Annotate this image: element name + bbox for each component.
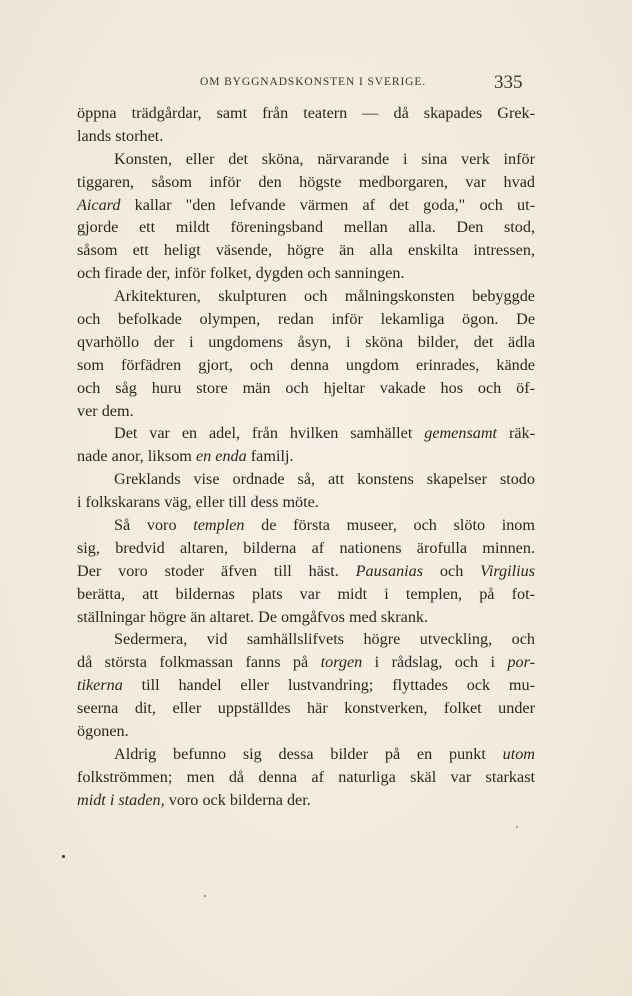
text-line: [77, 400, 535, 423]
text-line: [77, 102, 535, 125]
italic-text-segment: Virgilius: [480, 561, 536, 580]
text-segment: seerna dit, eller uppställdes här konstverken, folket under: [77, 699, 535, 718]
italic-text-segment: Aicard: [77, 195, 121, 214]
text-line: [77, 285, 535, 308]
text-line: [77, 239, 535, 262]
text-segment: Aldrig befunno sig dessa bilder på en punkt: [114, 744, 503, 763]
text-segment: till handel eller lustvandring; flyttades ock mu-: [122, 676, 535, 695]
text-line: [77, 697, 535, 720]
text-segment: i folkskarans väg, eller till dess möte.: [77, 493, 319, 512]
text-segment: Konsten, eller det sköna, närvarande i sina verk inför: [114, 149, 535, 168]
text-segment: gjorde ett mildt föreningsband mellan alla. Den stod,: [77, 218, 535, 237]
text-segment: sig, bredvid altaren, bilderna af nationens ärofulla minnen.: [77, 538, 535, 557]
text-line: [77, 674, 535, 697]
text-line: [77, 445, 535, 468]
text-segment: Der voro stoder äfven till häst.: [77, 561, 356, 580]
text-segment: familj.: [246, 447, 294, 466]
text-line: [77, 262, 535, 285]
text-segment: ställningar högre än altaret. De omgåfvos med skrank.: [77, 607, 429, 626]
text-line: [77, 743, 535, 766]
text-line: [77, 468, 535, 491]
text-line: [77, 628, 535, 651]
italic-text-segment: templen: [193, 516, 245, 535]
text-segment: och firade der, inför folket, dygden och sanningen.: [77, 264, 405, 283]
text-segment: lands storhet.: [77, 126, 164, 145]
text-segment: såsom ett heligt väsende, högre än alla enskilta intressen,: [77, 241, 535, 260]
text-line: [77, 606, 535, 629]
paper-speck: [204, 895, 206, 897]
italic-text-segment: tikerna: [77, 676, 123, 695]
italic-text-segment: utom: [502, 744, 535, 763]
italic-text-segment: en enda: [195, 447, 247, 466]
text-line: [77, 560, 535, 583]
italic-text-segment: Pausanias: [355, 561, 424, 580]
text-segment: ögonen.: [77, 722, 129, 741]
text-line: [77, 583, 535, 606]
italic-text-segment: torgen: [320, 653, 363, 672]
text-segment: de första museer, och slöto inom: [244, 516, 535, 535]
text-line: [77, 422, 535, 445]
text-segment: räk-: [497, 424, 535, 443]
text-line: [77, 354, 535, 377]
text-segment: berätta, att bildernas plats var midt i templen, på fot-: [77, 584, 535, 603]
running-header-title: OM BYGGNADSKONSTEN I SVERIGE.: [200, 76, 427, 88]
text-line: [77, 789, 535, 812]
text-line: [77, 720, 535, 743]
text-line: [77, 377, 535, 400]
italic-text-segment: midt i staden,: [77, 790, 165, 809]
text-line: [77, 766, 535, 789]
text-segment: ver dem.: [77, 401, 134, 420]
text-segment: och: [423, 561, 481, 580]
text-segment: Det var en adel, från hvilken samhället: [114, 424, 425, 443]
body-text: [77, 102, 535, 812]
italic-text-segment: gemensamt: [424, 424, 498, 443]
text-line: [77, 308, 535, 331]
page-number: 335: [494, 72, 523, 93]
text-segment: öppna trädgårdar, samt från teatern — då skapades Grek-: [77, 104, 535, 122]
paper-speck: [516, 826, 518, 828]
text-segment: tiggaren, såsom inför den högste medborgaren, var hvad: [77, 172, 535, 191]
text-line: [77, 537, 535, 560]
text-segment: voro ock bilderna der.: [164, 790, 311, 809]
text-line: [77, 651, 535, 674]
text-line: [77, 491, 535, 514]
text-segment: och befolkade olympen, redan inför lekamliga ögon. De: [77, 310, 535, 329]
text-line: [77, 514, 535, 537]
text-segment: qvarhöllo der i ungdomens åsyn, i sköna bilder, det ädla: [77, 332, 535, 351]
text-line: [77, 171, 535, 194]
text-segment: Greklands vise ordnade så, att konstens skapelser stodo: [114, 470, 535, 489]
text-segment: då största folkmassan fanns på: [77, 653, 321, 672]
text-line: [77, 331, 535, 354]
text-segment: i rådslag, och i: [362, 653, 508, 672]
text-segment: Så voro: [114, 516, 194, 535]
paper-speck: [62, 855, 65, 858]
italic-text-segment: por-: [507, 653, 535, 672]
text-line: [77, 216, 535, 239]
text-line: [77, 125, 535, 148]
text-segment: nade anor, liksom: [77, 447, 196, 466]
text-segment: och såg huru store män och hjeltar vakade hos och öf-: [77, 378, 535, 397]
text-segment: som förfädren gjort, och denna ungdom erinrades, kände: [77, 355, 535, 374]
text-line: [77, 194, 535, 217]
text-line: [77, 148, 535, 171]
text-segment: Sedermera, vid samhällslifvets högre utveckling, och: [114, 630, 535, 649]
text-segment: kallar "den lefvande värmen af det goda," och ut-: [120, 195, 535, 214]
text-segment: folkströmmen; men då denna af naturliga skäl var starkast: [77, 767, 535, 786]
text-segment: Arkitekturen, skulpturen och målningskonsten bebyggde: [114, 287, 535, 306]
